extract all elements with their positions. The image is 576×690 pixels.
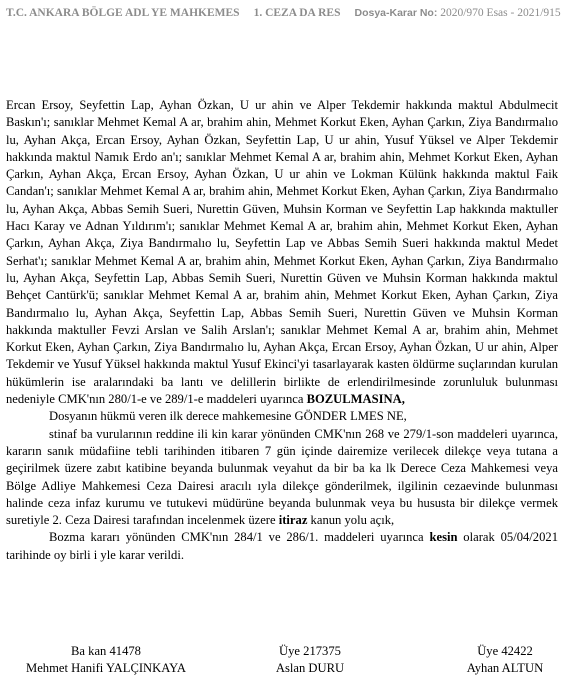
signature-member-2: [440, 643, 570, 677]
document-body: [6, 97, 558, 564]
signature-president: [6, 643, 206, 677]
signature-member-1: [250, 643, 370, 677]
chamber-name: 1. CEZA DA RES: [253, 7, 341, 19]
signature-name: Ayhan ALTUN: [466, 661, 544, 675]
appeal-text-end: kanun yolu açık,: [307, 513, 395, 528]
document-header: [6, 5, 570, 22]
paragraph-ruling: [6, 97, 558, 408]
paragraph-referral: Dosyanın hükmü veren ilk derece mahkemesine GÖNDER LMES NE,: [49, 409, 407, 424]
appeal-objection: itiraz: [278, 513, 308, 528]
ruling-decision: BOZULMASINA,: [306, 392, 405, 407]
paragraph-final: [6, 529, 558, 564]
final-text-end: olarak 05/04/2021 tarihinde oy birli i yle karar verildi.: [6, 530, 558, 562]
signature-name: Aslan DURU: [275, 661, 345, 675]
paragraph-appeal: [6, 426, 558, 530]
final-definitive: kesin: [429, 530, 458, 545]
ruling-text: Ercan Ersoy, Seyfettin Lap, Ayhan Özkan, U ur ahin ve Alper Tekdemir hakkında maktul Abdulmecit Baskın'ı; sanıklar Mehmet Kemal A ar, brahim ahin, Mehmet Korkut Eken, Ayhan Çarkın, Ziya Bandırmalıo lu, Ayhan Akça, Ercan Ersoy, Ayhan Özkan, Seyfettin Lap, U ur ahin, Yusuf Yüksel ve Alper Tekdemir hakkında maktul Namık Erdo an'ı; sanıklar Mehmet Kemal A ar, brahim ahin, Mehmet Korkut Eken, Ayhan Çarkın, Ayhan Akça, Ercan Ersoy, Ayhan Özkan, U ur ahin ve Lokman Külünk hakkında maktul Faik Candan'ı; sanıklar Mehmet Kemal A ar, brahim ahin, Mehmet Korkut Eken, Ayhan Çarkın, Ziya Bandırmalıo lu, Ayhan Akça, Abbas Semih Sueri, Nurettin Güven, Muhsin Korman ve Seyfettin Lap hakkında maktuller Hacı Karay ve Adnan Yıldırım'ı; sanıklar Mehmet Kemal A ar, brahim ahin, Mehmet Korkut Eken, Ayhan Çarkın, Ayhan Akça, Ziya Bandırmalıo lu, Seyfettin Lap ve Abbas Semih Sueri hakkında maktul Medet Serhat'ı; sanıklar Mehmet Kemal A ar, brahim ahin, Mehmet Korkut Eken, Ayhan Çarkın, Ziya Bandırmalıo lu, Ayhan Akça, Seyfettin Lap, Abbas Semih Sueri, Nurettin Güven ve Muhsin Korman hakkında maktul Behçet Cantürk'ü; sanıklar Mehmet Kemal A ar, brahim ahin, Mehmet Korkut Eken, Ayhan Çarkın, Ziya Bandırmalıo lu, Ayhan Akça, Seyfettin Lap, Abbas Semih Sueri, Nurettin Güven ve Muhsin Korman hakkında maktuller Fevzi Arslan ve Salih Arslan'ı; sanıklar Mehmet Kemal A ar, brahim ahin, Mehmet Korkut Eken, Ayhan Çarkın, Ziya Bandırmalıo lu, Ayhan Akça, Ercan Ersoy, Ayhan Özkan, U ur ahin, Alper Tekdemir ve Yusuf Yüksel hakkında maktul Yusuf Ekinci'yi tasarlayarak kasten öldürme suçlarından kurulan hükümlerin ise aralarındaki ba lantı ve delillerin birlikte de erlendirilmesinde zorunluluk bulunması nedeniyle CMK'nın 280/1-e ve 289/1-e maddeleri uyarınca: [6, 98, 558, 407]
signature-name: Mehmet Hanifi YALÇINKAYA: [26, 661, 186, 675]
signature-role: Üye 42422: [477, 644, 533, 658]
file-label: Dosya-Karar No:: [354, 7, 438, 19]
final-text: Bozma kararı yönünden CMK'nın 284/1 ve 286/1. maddeleri uyarınca: [49, 530, 430, 545]
signature-role: Ba kan 41478: [71, 644, 141, 658]
signature-role: Üye 217375: [279, 644, 341, 658]
appeal-text: stinaf ba vurularının reddine ili kin karar yönünden CMK'nın 268 ve 279/1-son maddeleri uyarınca, kararın sanık müdafiine tebli tarihinden itibaren 7 gün içinde dairemize verilecek dilekçe veya tutana a geçirilmek üzere zabıt katibine beyanda bulunmak veyahut da bir ba ka lk Derece Ceza Mahkemesi veya Bölge Adliye Mahkemesi Ceza Dairesi aracılı ıyla dilekçe gönderilmek, ilgilinin cezaevinde bulunması halinde ceza infaz kurumu ve tutukevi müdürüne beyanda bulunmak veya bu hususta bir dilekçe vermek suretiyle 2. Ceza Dairesi tarafından incelenmek üzere: [6, 426, 558, 528]
court-name: T.C. ANKARA BÖLGE ADL YE MAHKEMES: [6, 7, 240, 19]
file-number: 2020/970 Esas - 2021/915: [440, 7, 561, 19]
